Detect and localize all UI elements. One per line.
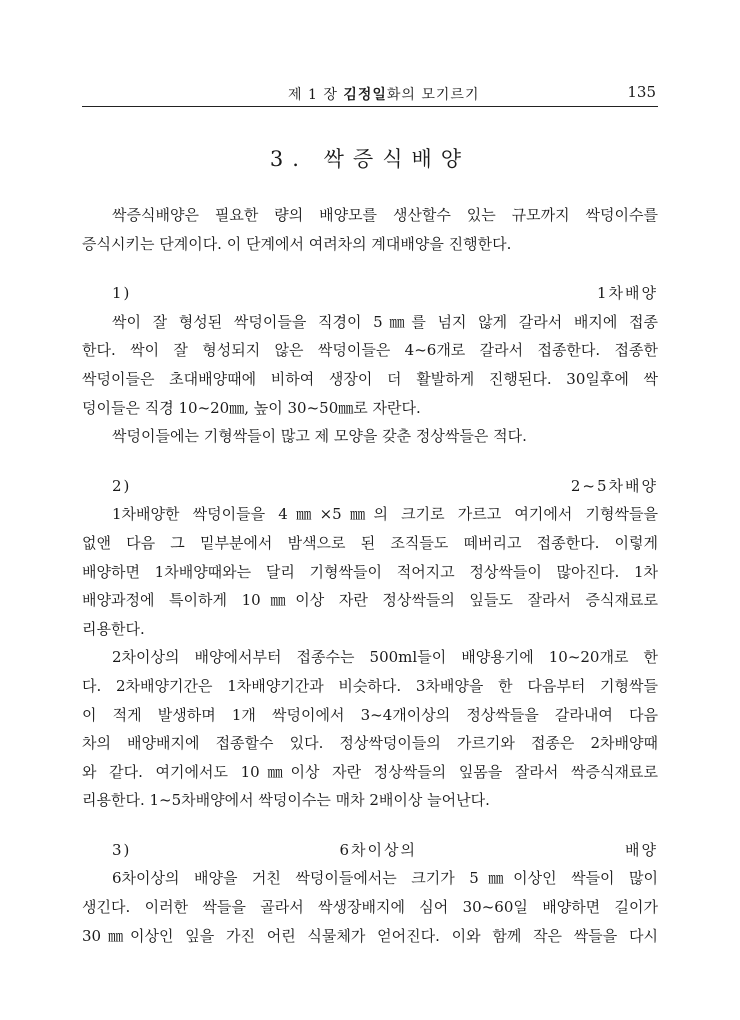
text-line: 다. 2차배양기간은 1차배양기간과 비슷하다. 3차배양을 한 다음부터 기형싹들	[82, 676, 658, 695]
subsection-heading-3: 3) 6차이상의 배양	[112, 840, 658, 859]
text-line: 없앤 다음 그 밑부분에서 밤색으로 된 조직들도 떼버리고 접종한다. 이렇게	[82, 533, 658, 552]
text-line: 배양과정에 특이하게 10㎜이상 자란 정상싹들의 잎들도 잘라서 증식재료로	[82, 591, 658, 610]
running-header	[82, 80, 658, 107]
text-line: 생긴다. 이러한 싹들을 골라서 싹생장배지에 심어 30~60일 배양하면 길이가	[82, 898, 658, 917]
text-line: 1차배양한 싹덩이들을 4㎜×5㎜의 크기로 가르고 여기에서 기형싹들을	[112, 505, 658, 524]
text-line: 리용한다. 1~5차배양에서 싹덩이수는 매차 2배이상 늘어난다.	[82, 791, 490, 810]
chapter-title	[288, 84, 480, 104]
text-line: 6차이상의 배양을 거친 싹덩이들에서는 크기가 5㎜이상인 싹들이 많이	[112, 869, 658, 888]
section-title: 3. 싹증식배양	[269, 147, 471, 171]
text-line: 30㎜이상인 잎을 가진 어린 식물체가 얻어진다. 이와 함께 작은 싹들을 다시	[82, 926, 658, 945]
chapter-name: 김정일	[343, 87, 387, 103]
text-line: 증식시키는 단계이다. 이 단계에서 여려차의 계대배양을 진행한다.	[82, 234, 512, 253]
body-text	[82, 201, 658, 950]
text-line: 싹증식배양은 필요한 량의 배양모를 생산할수 있는 규모까지 싹덩이수를	[112, 206, 658, 224]
text-line: 싹이 잘 형성된 싹덩이들을 직경이 5㎜를 넘지 않게 갈라서 배지에 접종	[112, 312, 658, 331]
text-line: 싹덩이들은 초대배양때에 비하여 생장이 더 활발하게 진행된다. 30일후에 싹	[82, 369, 658, 388]
text-line: 차의 배양배지에 접종할수 있다. 정상싹덩이들의 가르기와 접종은 2차배양때	[82, 734, 658, 753]
text-line: 덩이들은 직경 10~20㎜, 높이 30~50㎜로 자란다.	[82, 398, 421, 417]
text-line: 배양하면 1차배양때와는 달리 기형싹들이 적어지고 정상싹들이 많아진다. 1차	[82, 562, 658, 581]
page-number: 135	[627, 83, 656, 101]
text-line: 리용한다.	[82, 619, 145, 638]
text-line: 싹덩이들에는 기형싹들이 많고 제 모양을 갖춘 정상싹들은 적다.	[112, 427, 527, 446]
text-line: 2차이상의 배양에서부터 접종수는 500ml들이 배양용기에 10~20개로 한	[112, 648, 658, 667]
chapter-suffix: 화의 모기르기	[386, 87, 480, 103]
subsection-heading-1: 1) 1차배양	[112, 284, 658, 303]
subsection-heading-2: 2) 2~5차배양	[112, 476, 658, 495]
text-line: 한다. 싹이 잘 형성되지 않은 싹덩이들은 4~6개로 갈라서 접종한다. 접종한	[82, 341, 658, 360]
text-line: 이 적게 발생하며 1개 싹덩이에서 3~4개이상의 정상싹들을 갈라내여 다음	[82, 705, 658, 724]
chapter-prefix: 제 1 장	[288, 87, 344, 103]
text-line: 와 같다. 여기에서도 10㎜이상 자란 정상싹들의 잎몸을 잘라서 싹증식재료로	[82, 762, 658, 781]
